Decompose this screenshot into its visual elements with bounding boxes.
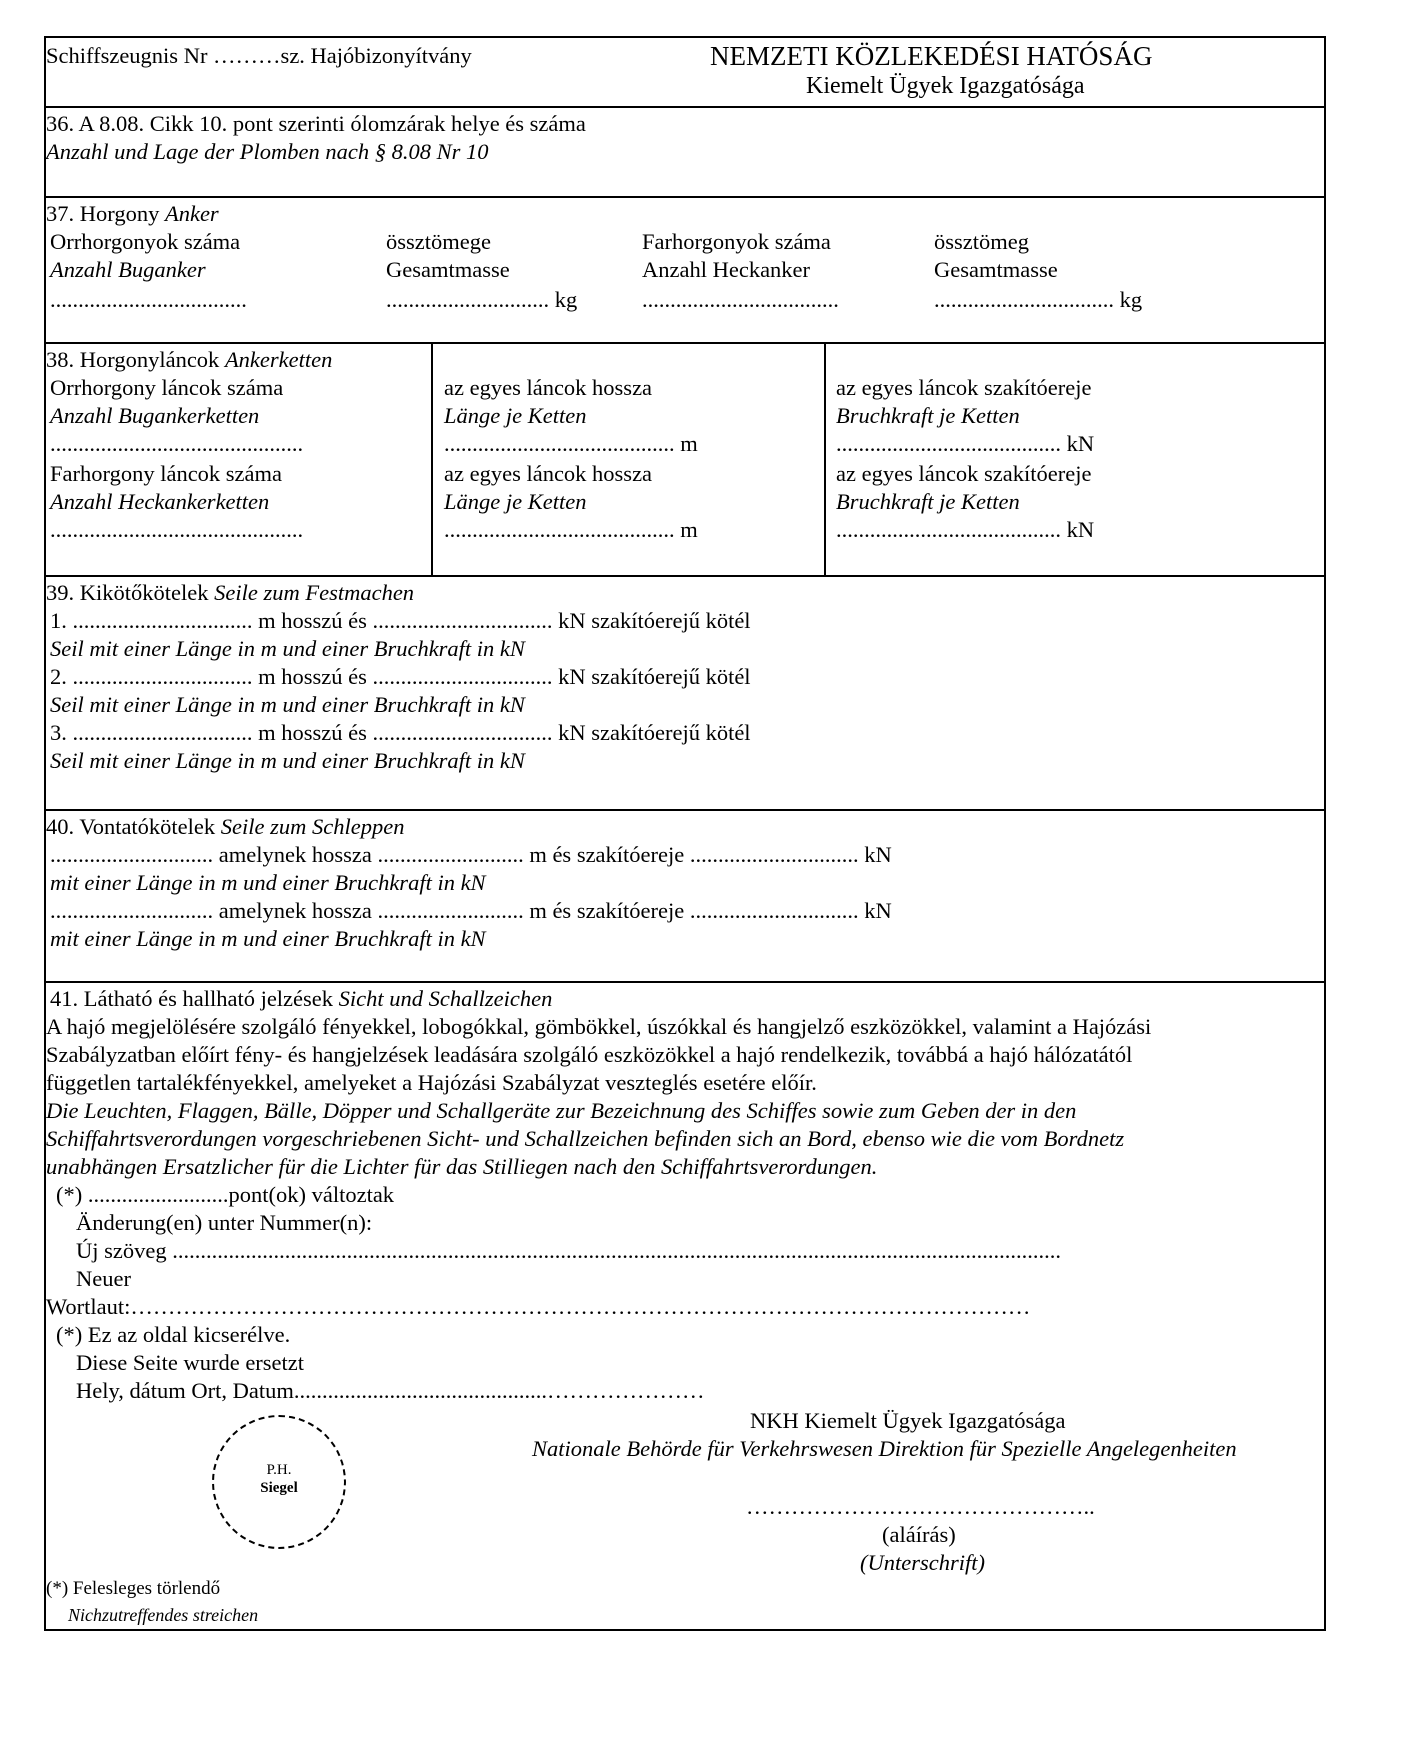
- section-37-title-de: Anker: [164, 201, 219, 226]
- stern-chain-count-label: Farhorgony láncok száma: [50, 461, 283, 486]
- stern-anchor-mass-field[interactable]: ................................ kg: [934, 287, 1143, 312]
- bow-anchor-count-field[interactable]: ...................................: [50, 287, 247, 312]
- stern-anchor-count-field[interactable]: ...................................: [642, 287, 839, 312]
- new-text-label-de: Neuer: [76, 1266, 131, 1291]
- mooring-rope-1-field[interactable]: 1. ................................ m hosszú és ................................ kN szakítóerejű kötél: [50, 608, 751, 633]
- header-section: [46, 38, 1324, 108]
- bow-anchor-count-label-de: Anzahl Buganker: [50, 257, 206, 282]
- wortlaut-field[interactable]: Wortlaut:…………………………………………………………………………………………………………: [46, 1294, 1031, 1319]
- section-39-title: 39. Kikötőkötelek: [46, 580, 209, 605]
- page-replaced-note: (*) Ez az oldal kicserélve.: [56, 1322, 291, 1347]
- stern-anchor-count-label-de: Anzahl Heckanker: [642, 257, 811, 282]
- stern-chain-force-label: az egyes láncok szakítóereje: [836, 461, 1092, 486]
- section-41-text-de-line-1: Die Leuchten, Flaggen, Bälle, Döpper und Schallgeräte zur Bezeichnung des Schiffes sowie zum Geben der in den: [46, 1098, 1077, 1123]
- seal-stamp-placeholder: [212, 1415, 346, 1549]
- bow-chain-force-label: az egyes láncok szakítóereje: [836, 375, 1092, 400]
- bow-anchor-count-label: Orrhorgonyok száma: [50, 229, 241, 254]
- stern-chain-force-field[interactable]: ........................................ kN: [836, 517, 1095, 542]
- bow-chain-count-label: Orrhorgony láncok száma: [50, 375, 284, 400]
- stern-chain-length-label-de: Länge je Ketten: [444, 489, 587, 514]
- section-41-title-de: Sicht und Schallzeichen: [338, 986, 553, 1011]
- mooring-rope-2-label-de: Seil mit einer Länge in m und einer Bruchkraft in kN: [50, 692, 525, 717]
- section-36-title-de: Anzahl und Lage der Plomben nach § 8.08 Nr 10: [46, 139, 489, 164]
- changed-points-field[interactable]: (*) .........................pont(ok) változtak: [56, 1182, 395, 1207]
- page-replaced-note-de: Diese Seite wurde ersetzt: [76, 1350, 305, 1375]
- bow-anchor-mass-label-de: Gesamtmasse: [386, 257, 510, 282]
- signature-label: (aláírás): [882, 1522, 956, 1547]
- authority-title: NEMZETI KÖZLEKEDÉSI HATÓSÁG: [710, 41, 1153, 71]
- bow-anchor-mass-label: össztömege: [386, 229, 491, 254]
- footnote-delete-note-de: Nichzutreffendes streichen: [68, 1605, 259, 1625]
- section-41-signals: [46, 983, 1324, 1629]
- bow-chain-force-label-de: Bruchkraft je Ketten: [836, 403, 1020, 428]
- seal-label: P.H.: [266, 1462, 292, 1478]
- new-text-field[interactable]: Új szöveg ..............................................................................................................................................................: [76, 1238, 1061, 1263]
- bow-chain-length-label: az egyes láncok hossza: [444, 375, 653, 400]
- bow-anchor-mass-field[interactable]: ............................. kg: [386, 287, 578, 312]
- stern-chain-length-field[interactable]: ......................................... m: [444, 517, 698, 542]
- section-38-heading: [46, 346, 332, 374]
- section-36-title: 36. A 8.08. Cikk 10. pont szerinti ólomzárak helye és száma: [46, 111, 586, 136]
- signature-line[interactable]: ………………………………………..: [746, 1494, 1095, 1519]
- section-41-title: 41. Látható és hallható jelzések: [50, 986, 334, 1011]
- mooring-rope-1-label-de: Seil mit einer Länge in m und einer Bruchkraft in kN: [50, 636, 525, 661]
- changed-points-label-de: Änderung(en) unter Nummer(n):: [76, 1210, 373, 1235]
- section-37-heading: [46, 200, 219, 228]
- stern-anchor-mass-label: össztömeg: [934, 229, 1029, 254]
- bow-chain-count-field[interactable]: .............................................: [50, 431, 304, 456]
- bow-chain-count-label-de: Anzahl Bugankerketten: [50, 403, 260, 428]
- place-date-field[interactable]: Hely, dátum Ort, Datum.............................................…………………: [76, 1378, 705, 1403]
- section-41-text-de-line-2: Schiffahrtsverordungen vorgeschriebenen Sicht- und Schallzeichen befinden sich an Bord, ebenso wie die vom Bordnetz: [46, 1126, 1125, 1151]
- section-41-text-line-1: A hajó megjelölésére szolgáló fényekkel, lobogókkal, gömbökkel, úszókkal és hangjelző eszközökkel, valamint a Hajózási: [46, 1014, 1152, 1039]
- section-38-anchor-chains: [46, 344, 1324, 577]
- towing-rope-2-field[interactable]: ............................. amelynek hossza .......................... m és szakítóereje .............................. kN: [50, 898, 892, 923]
- column-divider: [824, 344, 826, 575]
- bow-chain-length-field[interactable]: ......................................... m: [444, 431, 698, 456]
- seal-label-de: Siegel: [260, 1480, 298, 1496]
- section-36-seals: [46, 108, 1324, 198]
- mooring-rope-3-label-de: Seil mit einer Länge in m und einer Bruchkraft in kN: [50, 748, 525, 773]
- signature-label-de: (Unterschrift): [860, 1550, 985, 1575]
- section-41-heading: [50, 985, 552, 1013]
- towing-rope-2-label-de: mit einer Länge in m und einer Bruchkraft in kN: [50, 926, 486, 951]
- stern-chain-force-label-de: Bruchkraft je Ketten: [836, 489, 1020, 514]
- certificate-number-label: Schiffszeugnis Nr ………sz. Hajóbizonyítvány: [46, 43, 472, 68]
- section-39-title-de: Seile zum Festmachen: [214, 580, 415, 605]
- stern-anchor-mass-label-de: Gesamtmasse: [934, 257, 1058, 282]
- section-39-mooring-ropes: [46, 577, 1324, 811]
- stern-chain-count-label-de: Anzahl Heckankerketten: [50, 489, 270, 514]
- stern-anchor-count-label: Farhorgonyok száma: [642, 229, 831, 254]
- bow-chain-force-field[interactable]: ........................................ kN: [836, 431, 1095, 456]
- section-41-text-line-3: független tartalékfényekkel, amelyeket a Hajózási Szabályzat veszteglés esetére előír.: [46, 1070, 817, 1095]
- signature-org-hu: NKH Kiemelt Ügyek Igazgatósága: [750, 1408, 1066, 1433]
- section-37-title: 37. Horgony: [46, 201, 160, 226]
- directorate-subtitle: Kiemelt Ügyek Igazgatósága: [806, 73, 1085, 99]
- section-37-anchors: [46, 198, 1324, 344]
- section-40-heading: [46, 813, 405, 841]
- towing-rope-1-label-de: mit einer Länge in m und einer Bruchkraft in kN: [50, 870, 486, 895]
- signature-org-de: Nationale Behörde für Verkehrswesen Direktion für Spezielle Angelegenheiten: [532, 1436, 1237, 1461]
- footnote-delete-note: (*) Felesleges törlendő: [46, 1578, 221, 1599]
- towing-rope-1-field[interactable]: ............................. amelynek hossza .......................... m és szakítóereje .............................. kN: [50, 842, 892, 867]
- mooring-rope-2-field[interactable]: 2. ................................ m hosszú és ................................ kN szakítóerejű kötél: [50, 664, 751, 689]
- section-38-title: 38. Horgonyláncok: [46, 347, 220, 372]
- section-40-towing-ropes: [46, 811, 1324, 983]
- column-divider: [431, 344, 433, 575]
- section-38-title-de: Ankerketten: [224, 347, 333, 372]
- ship-certificate-form: [44, 36, 1326, 1631]
- stern-chain-length-label: az egyes láncok hossza: [444, 461, 653, 486]
- section-39-heading: [46, 579, 414, 607]
- section-40-title: 40. Vontatókötelek: [46, 814, 216, 839]
- bow-chain-length-label-de: Länge je Ketten: [444, 403, 587, 428]
- section-40-title-de: Seile zum Schleppen: [220, 814, 405, 839]
- section-41-text-de-line-3: unabhängen Ersatzlicher für die Lichter für das Stilliegen nach den Schiffahrtsverordungen.: [46, 1154, 878, 1179]
- stern-chain-count-field[interactable]: .............................................: [50, 517, 304, 542]
- section-41-text-line-2: Szabályzatban előírt fény- és hangjelzések leadására szolgáló eszközökkel a hajó rendelkezik, továbbá a hajó hálózatától: [46, 1042, 1133, 1067]
- mooring-rope-3-field[interactable]: 3. ................................ m hosszú és ................................ kN szakítóerejű kötél: [50, 720, 751, 745]
